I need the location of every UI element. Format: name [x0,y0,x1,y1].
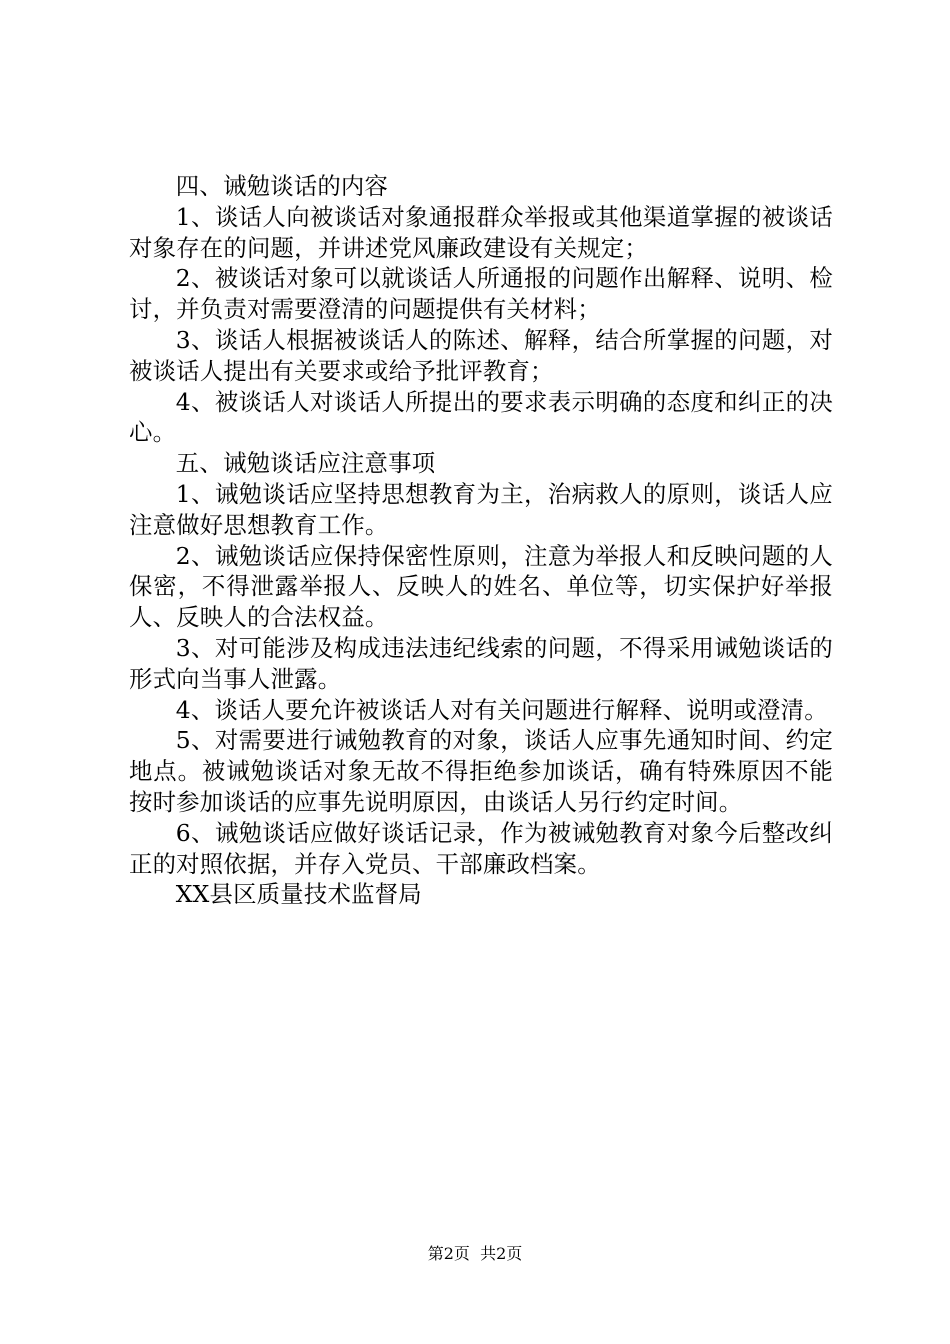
paragraph: 3、谈话人根据被谈话人的陈述、解释，结合所掌握的问题，对被谈话人提出有关要求或给予批评教育； [129,325,833,385]
page-number: 第2页 共2页 [427,1244,523,1263]
paragraph: 2、诫勉谈话应保持保密性原则，注意为举报人和反映问题的人保密，不得泄露举报人、反映人的姓名、单位等，切实保护好举报人、反映人的合法权益。 [129,541,833,632]
paragraph: 4、谈话人要允许被谈话人对有关问题进行解释、说明或澄清。 [175,695,828,724]
paragraph: 3、对可能涉及构成违法违纪线索的问题，不得采用诫勉谈话的形式向当事人泄露。 [129,633,833,693]
paragraph: 2、被谈话对象可以就谈话人所通报的问题作出解释、说明、检讨，并负责对需要澄清的问题提供有关材料； [129,264,833,324]
document-body [129,171,833,910]
paragraph: 1、诫勉谈话应坚持思想教育为主，治病救人的原则，谈话人应注意做好思想教育工作。 [129,479,833,539]
paragraph: 6、诫勉谈话应做好谈话记录，作为被诫勉教育对象今后整改纠正的对照依据，并存入党员、干部廉政档案。 [129,818,833,878]
section-heading-content: 四、诫勉谈话的内容 [175,172,389,200]
issuer-signature: XX县区质量技术监督局 [175,880,422,909]
section-heading-notes: 五、诫勉谈话应注意事项 [175,449,436,478]
paragraph: 1、谈话人向被谈话对象通报群众举报或其他渠道掌握的被谈话对象存在的问题，并讲述党风廉政建设有关规定； [129,202,833,262]
page-footer [0,1244,950,1264]
paragraph: 5、对需要进行诫勉教育的对象，谈话人应事先通知时间、约定地点。被诫勉谈话对象无故不得拒绝参加谈话，确有特殊原因不能按时参加谈话的应事先说明原因，由谈话人另行约定时间。 [129,726,833,816]
paragraph: 4、被谈话人对谈话人所提出的要求表示明确的态度和纠正的决心。 [129,387,833,447]
